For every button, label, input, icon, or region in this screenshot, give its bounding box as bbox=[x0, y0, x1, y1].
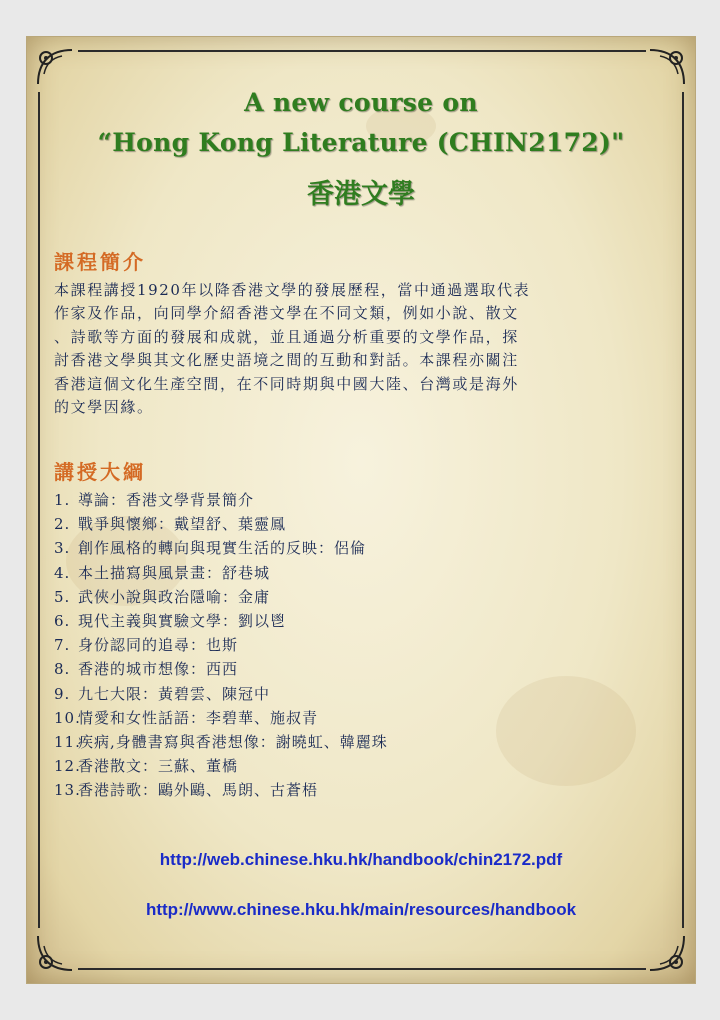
syllabus-list bbox=[54, 488, 664, 803]
frame-top bbox=[78, 50, 646, 52]
intro-line: 香港這個文化生產空間，在不同時期與中國大陸、台灣或是海外 bbox=[54, 374, 519, 393]
title-line-2: “Hong Kong Literature (CHIN2172)" bbox=[97, 128, 625, 157]
syllabus-heading: 講授大綱 bbox=[54, 460, 146, 484]
frame-left bbox=[38, 92, 40, 928]
list-item: 11.疾病,身體書寫與香港想像：謝曉虹、韓麗珠 bbox=[54, 733, 388, 752]
handbook-resources-link[interactable]: http://www.chinese.hku.hk/main/resources/handbook bbox=[145, 900, 577, 919]
intro-paragraph bbox=[54, 279, 668, 419]
list-item: 12.香港散文：三蘇、董橋 bbox=[54, 757, 239, 776]
title-chinese: 香港文學 bbox=[307, 179, 415, 210]
list-item: 6. 現代主義與實驗文學：劉以鬯 bbox=[54, 612, 287, 631]
intro-line: 的文學因緣。 bbox=[54, 398, 154, 417]
corner-ornament-icon bbox=[644, 930, 690, 976]
corner-ornament-icon bbox=[32, 930, 78, 976]
frame-right bbox=[682, 92, 684, 928]
list-item: 7. 身份認同的追尋：也斯 bbox=[54, 636, 239, 655]
corner-ornament-icon bbox=[644, 44, 690, 90]
intro-line: 、詩歌等方面的發展和成就，並且通過分析重要的文學作品，探 bbox=[54, 327, 519, 346]
list-item: 9. 九七大限：黃碧雲、陳冠中 bbox=[54, 684, 271, 703]
list-item: 8. 香港的城市想像：西西 bbox=[54, 660, 239, 679]
corner-ornament-icon bbox=[32, 44, 78, 90]
list-item: 3. 創作風格的轉向與現實生活的反映：侶倫 bbox=[54, 539, 367, 558]
intro-line: 作家及作品，向同學介紹香港文學在不同文類，例如小說、散文 bbox=[54, 304, 519, 323]
intro-heading: 課程簡介 bbox=[54, 250, 146, 274]
list-item: 2. 戰爭與懷鄉：戴望舒、葉靈鳳 bbox=[54, 515, 287, 534]
frame-bottom bbox=[78, 968, 646, 970]
list-item: 4. 本土描寫與風景畫：舒巷城 bbox=[54, 563, 271, 582]
list-item: 5. 武俠小說與政治隱喻：金庸 bbox=[54, 587, 271, 606]
intro-line: 討香港文學與其文化歷史語境之間的互動和對話。本課程亦關注 bbox=[54, 351, 519, 370]
list-item: 1. 導論：香港文學背景簡介 bbox=[54, 491, 255, 509]
list-item: 13.香港詩歌：鷗外鷗、馬朗、古蒼梧 bbox=[54, 781, 319, 800]
intro-line: 本課程講授1920年以降香港文學的發展歷程，當中通過選取代表 bbox=[54, 281, 531, 299]
title-line-1: A new course on bbox=[244, 88, 478, 117]
course-poster bbox=[26, 36, 696, 984]
handbook-pdf-link[interactable]: http://web.chinese.hku.hk/handbook/chin2172.pdf bbox=[159, 850, 563, 869]
list-item: 10.情愛和女性話語：李碧華、施叔青 bbox=[54, 708, 319, 727]
